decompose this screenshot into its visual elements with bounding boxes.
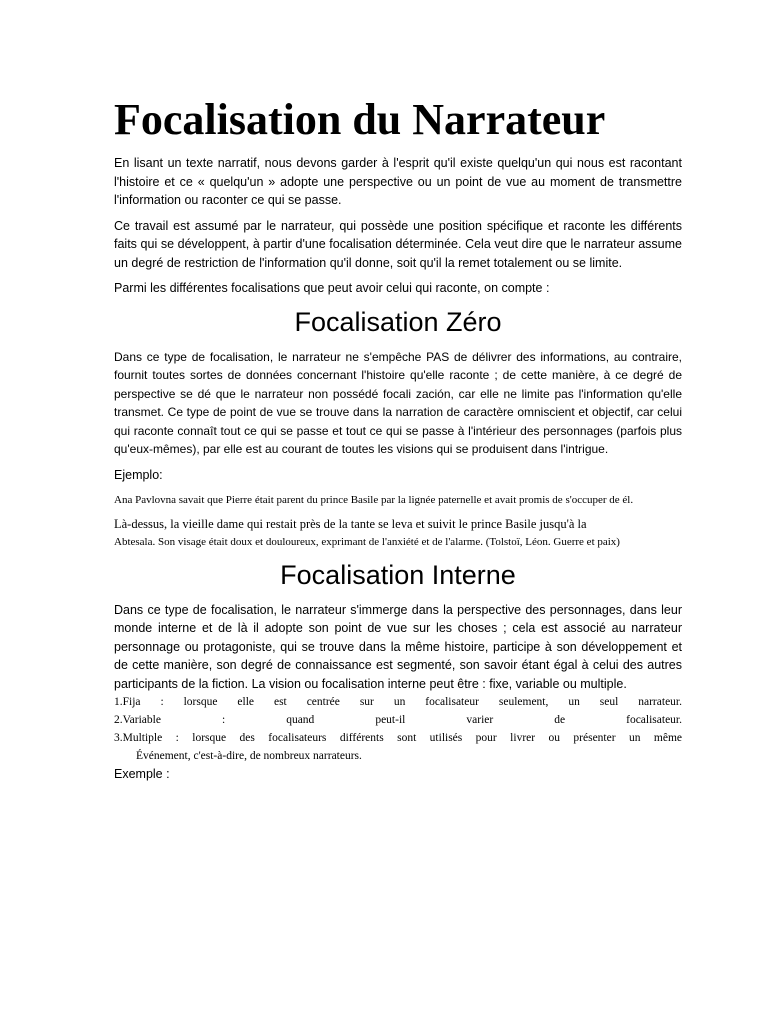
list-item-multiple: 3.Multiple : lorsque des focalisateurs différents sont utilisés pour livrer ou présenter un même	[114, 732, 682, 744]
section-heading-zero: Focalisation Zéro	[294, 306, 502, 337]
intro-paragraph-3: Parmi les différentes focalisations que peut avoir celui qui raconte, on compte :	[114, 281, 550, 295]
example-quote-2a: Là-dessus, la vieille dame qui restait près de la tante se leva et suivit le prince Basile jusqu'à la	[114, 516, 587, 531]
document-page	[114, 92, 682, 783]
intro-paragraph-1: En lisant un texte narratif, nous devons garder à l'esprit qu'il existe quelqu'un qui nous est racontant l'histoire et ce « quelqu'un » adopte une perspective ou un point de vue au moment de transmettre l'information ou raconter ce qui se passe.	[114, 156, 682, 207]
exemple-label: Exemple :	[114, 767, 170, 781]
example-label: Ejemplo:	[114, 467, 163, 482]
list-item-fija: 1.Fija : lorsque elle est centrée sur un focalisateur seulement, un seul narrateur.	[114, 696, 682, 708]
list-item-multiple-continuation: Événement, c'est-à-dire, de nombreux narrateurs.	[136, 750, 362, 762]
list-item-variable: 2.Variable : quand peut-il varier de focalisateur.	[114, 714, 682, 726]
example-quote-1: Ana Pavlovna savait que Pierre était parent du prince Basile par la lignée paternelle et avait promis de s'occuper de él.	[114, 493, 634, 506]
intro-paragraph-2: Ce travail est assumé par le narrateur, qui possède une position spécifique et raconte les différents faits qui se développent, à partir d'une focalisation déterminée. Cela veut dire que le narrateur assume un degré de restriction de l'information qu'il donne, soit qu'il la remet totalement ou se limite.	[114, 218, 682, 270]
section-heading-interne: Focalisation Interne	[280, 559, 516, 590]
page-title: Focalisation du Narrateur	[114, 95, 606, 144]
section-zero-body: Dans ce type de focalisation, le narrateur ne s'empêche PAS de délivrer des informations, au contraire, fournit toutes sortes de données concernant l'histoire qu'elle raconte ; de cette manière, à ce degré de perspective se dé que le narrateur non possédé focali zación, car elle ne limite pas l'information qu'elle transmet. Ce type de point de vue se trouve dans la narration de caractère omniscient et objectif, car celui qui raconte connaît tout ce qui se passe et tout ce qui se passe à l'intérieur des personnages (parfois plus qu'eux-mêmes), par elle est au courant de toutes les visions qui se produisent dans l'intrigue.	[114, 349, 682, 456]
example-quote-2b: Abtesala. Son visage était doux et douloureux, exprimant de l'anxiété et de l'alarme. (Tolstoï, Léon. Guerre et paix)	[114, 535, 620, 548]
section-interne-body: Dans ce type de focalisation, le narrateur s'immerge dans la perspective des personnages, dans leur monde interne et de là il adopte son point de vue sur les choses ; cela est associé au narrateur personnage ou protagoniste, qui se trouve dans la même histoire, participe à son développement et de cette manière, son degré de connaissance est segmenté, son savoir étant égal à celui des autres participants de la fiction. La vision ou focalisation interne peut être : fixe, variable ou multiple.	[114, 602, 682, 691]
